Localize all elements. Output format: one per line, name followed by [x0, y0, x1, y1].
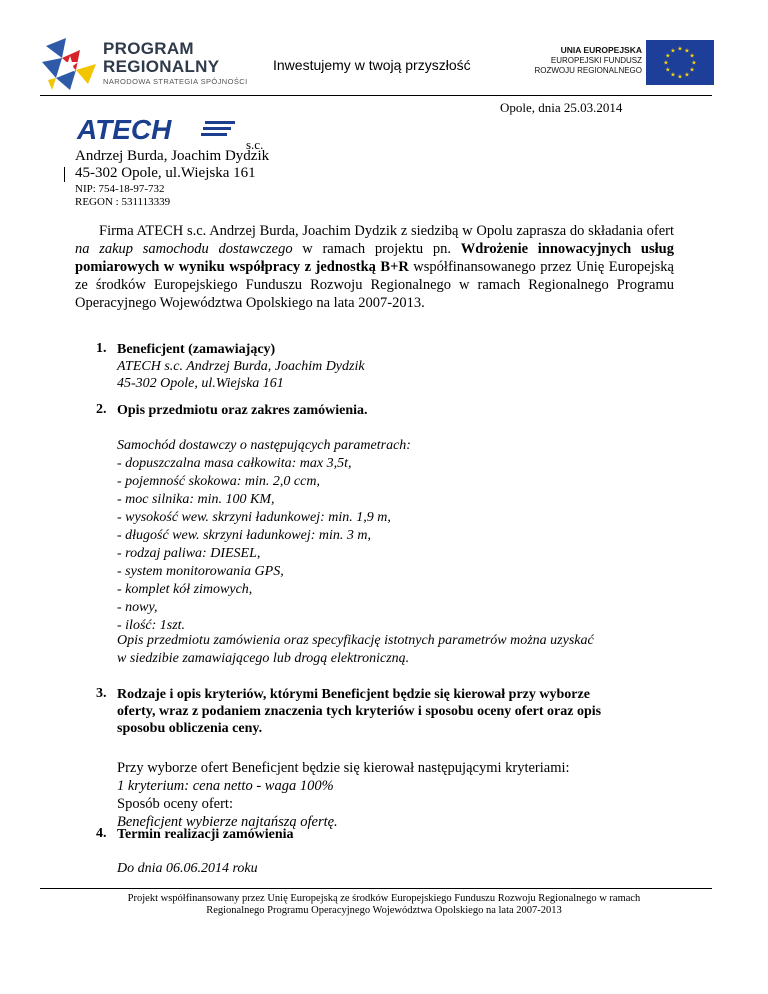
eu-star-icon: ★ [665, 53, 671, 60]
eu-star-icon: ★ [684, 72, 690, 79]
section2-note-line2: w siedzibie zamawiającego lub drogą elektroniczną. [117, 651, 410, 666]
spec-item: - moc silnika: min. 100 KM, [117, 492, 275, 507]
section2-spec-list [117, 437, 411, 635]
eu-star-icon: ★ [665, 67, 671, 74]
eu-star-icon: ★ [663, 60, 669, 67]
eu-star-icon: ★ [677, 46, 683, 53]
section2-note [117, 632, 594, 668]
company-regon: REGON : 531113339 [75, 196, 171, 208]
intro-text-3: współfinansowanego przez Unię Europejską ze środków Europejskiego Funduszu Rozwoju Regionalnego w ramach Regionalnego Programu Operacyjnego Województwa Opolskiego na lata 2007-2013. [75, 259, 674, 311]
section4-title: Termin realizacji zamówienia [117, 827, 294, 842]
section3-line1: Przy wyborze ofert Beneficjent będzie się kierował następującymi kryteriami: [117, 760, 570, 776]
spec-item: - system monitorowania GPS, [117, 564, 284, 579]
company-ids [75, 183, 170, 209]
eu-star-icon: ★ [684, 48, 690, 55]
program-subtitle: NARODOWA STRATEGIA SPÓJNOŚCI [103, 77, 248, 86]
section3-number: 3. [96, 686, 107, 701]
section1-number: 1. [96, 341, 107, 356]
section3-title [117, 686, 601, 737]
eu-line1: UNIA EUROPEJSKA [560, 45, 642, 55]
spec-item: - długość wew. skrzyni ładunkowej: min. 3 m, [117, 528, 372, 543]
program-title-line1: PROGRAM [103, 39, 194, 58]
eu-star-icon: ★ [670, 48, 676, 55]
eu-star-icon: ★ [691, 60, 697, 67]
section2-number: 2. [96, 402, 107, 417]
eu-line2: EUROPEJSKI FUNDUSZ [550, 56, 642, 65]
section2-intro: Samochód dostawczy o następujących parametrach: [117, 438, 411, 453]
company-suffix: s.c. [246, 137, 264, 152]
program-title-line2: REGIONALNY [103, 57, 220, 76]
section3-line2: 1 kryterium: cena netto - waga 100% [117, 778, 334, 794]
margin-bar [64, 167, 65, 182]
eu-star-icon: ★ [670, 72, 676, 79]
company-nip: NIP: 754-18-97-732 [75, 183, 165, 195]
program-regionalny-logo-icon [40, 36, 102, 94]
header-divider [40, 95, 712, 96]
intro-text-italic: na zakup samochodu dostawczego [75, 241, 293, 257]
section3-line4: Beneficjent wybierze najtańszą ofertę. [117, 814, 338, 830]
eu-star-icon: ★ [689, 67, 695, 74]
spec-item: - nowy, [117, 600, 158, 615]
spec-item: - rodzaj paliwa: DIESEL, [117, 546, 261, 561]
section1 [117, 341, 365, 392]
atech-logo-icon [75, 115, 240, 143]
atech-logo-text: ATECH [77, 115, 172, 143]
section2-title: Opis przedmiotu oraz zakres zamówienia. [117, 403, 368, 418]
document-date: Opole, dnia 25.03.2014 [500, 100, 623, 115]
section3-line3: Sposób oceny ofert: [117, 796, 233, 812]
intro-project-name: Wdrożenie innowacyjnych usług pomiarowych w wyniku współpracy z jednostką B+R [75, 241, 674, 275]
footer [40, 893, 728, 917]
spec-item: - komplet kół zimowych, [117, 582, 253, 597]
intro-text-1: Firma ATECH s.c. Andrzej Burda, Joachim Dydzik z siedzibą w Opolu zaprasza do składania ofert [99, 223, 674, 239]
section1-title: Beneficjent (zamawiający) [117, 342, 276, 357]
section4-number: 4. [96, 826, 107, 841]
slogan: Inwestujemy w twoją przyszłość [273, 57, 471, 73]
section1-line2: 45-302 Opole, ul.Wiejska 161 [117, 376, 284, 391]
intro-paragraph [75, 222, 674, 312]
spec-item: - pojemność skokowa: min. 2,0 ccm, [117, 474, 320, 489]
section3-title-line2: oferty, wraz z podaniem znaczenia tych kryteriów i sposobu oceny ofert oraz opis [117, 704, 602, 719]
spec-item: - wysokość wew. skrzyni ładunkowej: min. 1,9 m, [117, 510, 391, 525]
eu-star-icon: ★ [689, 53, 695, 60]
section3-body [117, 759, 570, 831]
intro-text-2: w ramach projektu pn. [292, 241, 461, 257]
section3-title-line1: Rodzaje i opis kryteriów, którymi Beneficjent będzie się kierował przy wyborze [117, 687, 590, 702]
section2-note-line1: Opis przedmiotu zamówienia oraz specyfikację istotnych parametrów można uzyskać [117, 633, 594, 648]
footer-divider [40, 888, 712, 889]
section4-line1: Do dnia 06.06.2014 roku [117, 861, 258, 876]
eu-line3: ROZWOJU REGIONALNEGO [534, 66, 642, 75]
program-title [103, 40, 219, 76]
section3-title-line3: sposobu obliczenia ceny. [117, 721, 263, 736]
footer-line1: Projekt współfinansowany przez Unię Europejską ze środków Europejskiego Funduszu Rozwoju Regionalnego w ramach [127, 893, 641, 904]
section2 [117, 402, 368, 419]
company-owners: Andrzej Burda, Joachim Dydzik [75, 148, 270, 164]
section1-line1: ATECH s.c. Andrzej Burda, Joachim Dydzik [117, 359, 365, 374]
spec-item: - ilość: 1szt. [117, 618, 186, 633]
company-address: 45-302 Opole, ul.Wiejska 161 [75, 165, 256, 181]
spec-item: - dopuszczalna masa całkowita: max 3,5t, [117, 456, 352, 471]
footer-line2: Regionalnego Programu Operacyjnego Województwa Opolskiego na lata 2007-2013 [206, 905, 562, 916]
eu-star-icon: ★ [677, 74, 683, 81]
eu-fund-label [518, 45, 642, 76]
eu-flag-icon [646, 40, 714, 85]
company-address-block [75, 148, 269, 182]
